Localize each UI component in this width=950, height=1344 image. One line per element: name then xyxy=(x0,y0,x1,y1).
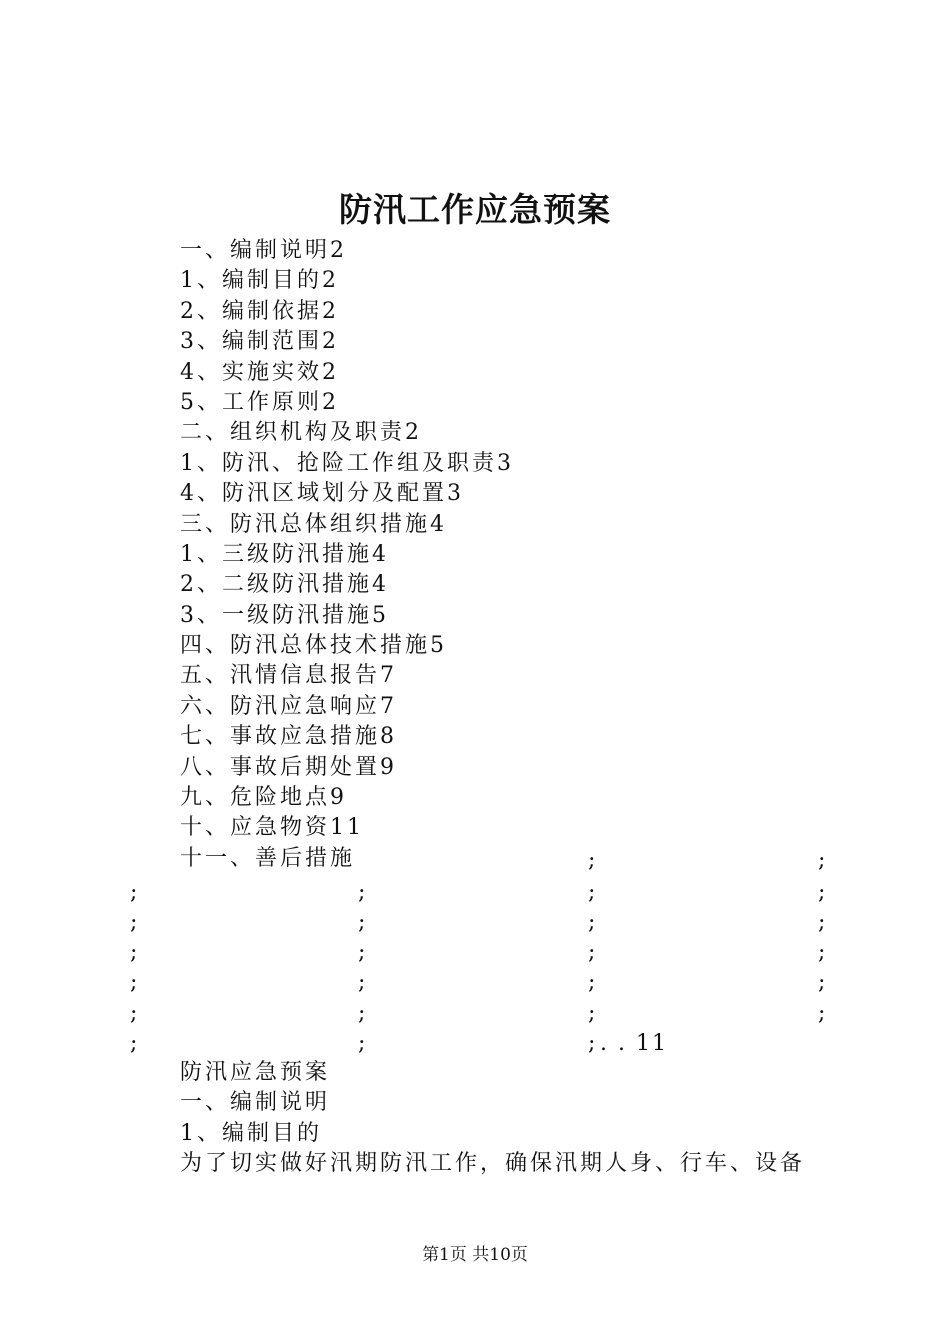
toc-item: 八、事故后期处置9 xyxy=(180,754,397,780)
leader-semicolon: ; xyxy=(818,910,826,935)
leader-semicolon: ; xyxy=(130,970,138,995)
toc-item: 六、防汛应急响应7 xyxy=(180,693,397,719)
toc-item: 2、编制依据2 xyxy=(180,298,339,324)
body-text xyxy=(180,1058,805,1180)
page-footer: 第1页 共10页 xyxy=(422,1245,528,1265)
toc-item: 七、事故应急措施8 xyxy=(180,724,397,750)
toc-item: 二、组织机构及职责2 xyxy=(180,420,422,446)
leader-semicolon: ; xyxy=(818,1001,826,1026)
leader-semicolon: ; xyxy=(588,970,596,995)
toc-item: 2、二级防汛措施4 xyxy=(180,572,389,598)
toc-item: 4、实施实效2 xyxy=(180,359,339,385)
leader-semicolon: ; xyxy=(130,910,138,935)
toc-item: 5、工作原则2 xyxy=(180,389,339,415)
leader-semicolon: ; xyxy=(818,940,826,965)
toc-item: 十、应急物资11 xyxy=(180,815,364,841)
toc-item: 3、编制范围2 xyxy=(180,329,339,355)
toc-item: 1、防汛、抢险工作组及职责3 xyxy=(180,450,514,476)
leader-semicolon: ; xyxy=(358,880,366,905)
subsection-heading: 1、编制目的 xyxy=(180,1120,322,1146)
table-of-contents xyxy=(180,236,514,874)
toc-item: 3、一级防汛措施5 xyxy=(180,602,389,628)
leader-semicolon: ; xyxy=(130,880,138,905)
leader-semicolon: ; xyxy=(588,940,596,965)
toc-item: 三、防汛总体组织措施4 xyxy=(180,511,447,537)
leader-semicolon: ; xyxy=(588,880,596,905)
leader-semicolon: ; xyxy=(588,848,596,873)
toc-item: 九、危险地点9 xyxy=(180,785,347,811)
document-title: 防汛工作应急预案 xyxy=(339,190,611,229)
leader-semicolon: ; xyxy=(818,970,826,995)
leader-semicolon: ; xyxy=(588,910,596,935)
leader-semicolon: ; xyxy=(358,970,366,995)
leader-semicolon: ; xyxy=(130,1001,138,1026)
toc-leader-row xyxy=(0,1029,950,1059)
toc-item: 4、防汛区域划分及配置3 xyxy=(180,481,464,507)
toc-item: 四、防汛总体技术措施5 xyxy=(180,633,447,659)
toc-leader-row xyxy=(0,846,950,876)
leader-semicolon: ; xyxy=(818,848,826,873)
toc-item: 1、三级防汛措施4 xyxy=(180,541,389,567)
leader-semicolon: ; xyxy=(818,880,826,905)
toc-leader-row xyxy=(0,938,950,968)
leader-semicolon: ; xyxy=(588,1031,596,1056)
leader-semicolon: ; xyxy=(588,1001,596,1026)
toc-leader-row xyxy=(0,968,950,998)
toc-leader-row xyxy=(0,908,950,938)
leader-semicolon: ; xyxy=(358,910,366,935)
toc-item: 一、编制说明2 xyxy=(180,238,347,263)
leader-semicolon: ; xyxy=(130,940,138,965)
toc-item: 1、编制目的2 xyxy=(180,268,339,294)
paragraph-line: 为了切实做好汛期防汛工作，确保汛期人身、行车、设备 xyxy=(180,1151,806,1177)
toc-page-number: . . 11 xyxy=(600,1031,668,1056)
toc-item: 五、汛情信息报告7 xyxy=(180,663,397,689)
toc-item: 十一、善后措施 xyxy=(180,845,356,871)
leader-semicolon: ; xyxy=(358,940,366,965)
section-heading: 一、编制说明 xyxy=(180,1090,331,1116)
leader-semicolon: ; xyxy=(358,1031,366,1056)
leader-semicolon: ; xyxy=(358,1001,366,1026)
toc-leader-row xyxy=(0,878,950,908)
leader-semicolon: ; xyxy=(130,1031,138,1056)
toc-leader-row xyxy=(0,999,950,1029)
section-heading: 防汛应急预案 xyxy=(180,1060,331,1085)
